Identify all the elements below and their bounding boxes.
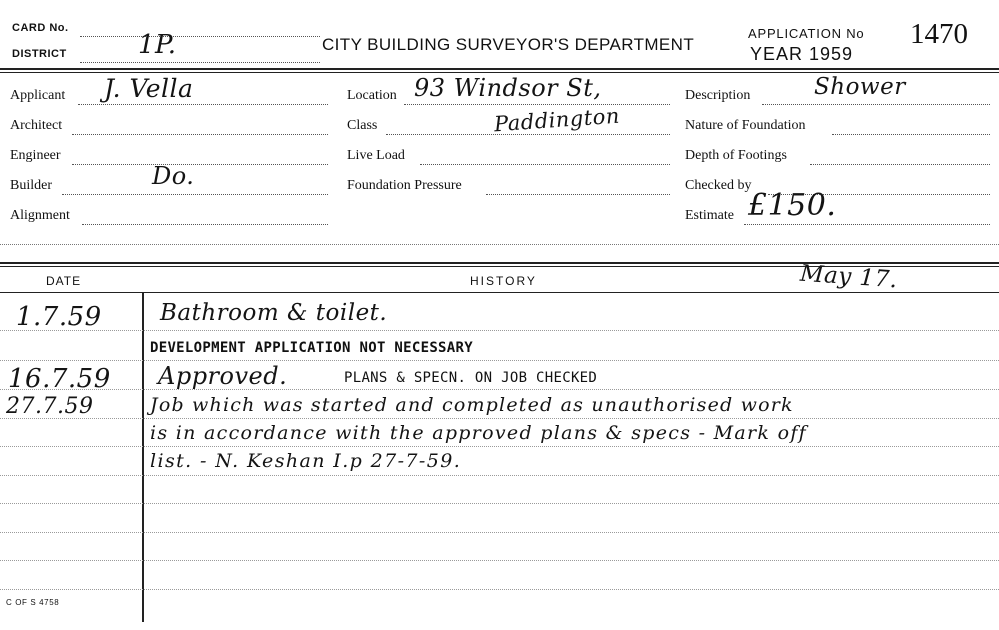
fields-bottom-line xyxy=(0,244,999,245)
description-value: Shower xyxy=(814,74,906,100)
applicant-line xyxy=(78,104,328,105)
history-line xyxy=(0,360,999,361)
history-text: Job which was started and completed as unauthorised work xyxy=(150,394,794,416)
year-label: YEAR 1959 xyxy=(750,44,854,64)
application-number: 1470 xyxy=(910,18,968,50)
application-no-label: APPLICATION No xyxy=(748,26,865,41)
history-date: 16.7.59 xyxy=(8,364,111,394)
history-text: Approved. xyxy=(158,362,288,390)
builder-line xyxy=(62,194,328,195)
history-line xyxy=(0,389,999,390)
history-line xyxy=(0,589,999,590)
location-label: Location xyxy=(347,88,397,103)
architect-line xyxy=(72,134,328,135)
alignment-line xyxy=(82,224,328,225)
history-date: 1.7.59 xyxy=(16,302,102,332)
builder-label: Builder xyxy=(10,178,52,193)
nature-of-foundation-label: Nature of Foundation xyxy=(685,118,806,133)
class-label: Class xyxy=(347,118,378,133)
estimate-value: £150. xyxy=(748,188,837,223)
class-value: Paddington xyxy=(493,103,621,137)
checked-by-label: Checked by xyxy=(685,178,752,193)
history-header-rule xyxy=(0,292,999,293)
district-label: DISTRICT xyxy=(12,48,67,60)
corner-note: May 17. xyxy=(799,260,899,294)
history-date: 27.7.59 xyxy=(6,394,94,419)
applicant-value: J. Vella xyxy=(104,74,194,103)
card-no-line xyxy=(80,36,320,37)
nature-of-foundation-line xyxy=(832,134,990,135)
header-rule xyxy=(0,68,999,70)
development-stamp: DEVELOPMENT APPLICATION NOT NECESSARY xyxy=(150,340,473,356)
estimate-line xyxy=(744,224,990,225)
foundation-pressure-line xyxy=(486,194,670,195)
location-line xyxy=(404,104,670,105)
history-text: Bathroom & toilet. xyxy=(160,300,388,326)
builder-value: Do. xyxy=(152,162,195,190)
estimate-label: Estimate xyxy=(685,208,734,223)
history-line xyxy=(0,532,999,533)
description-line xyxy=(762,104,990,105)
description-label: Description xyxy=(685,88,751,103)
history-line xyxy=(0,475,999,476)
history-column-header: HISTORY xyxy=(470,274,537,288)
depth-of-footings-line xyxy=(810,164,990,165)
alignment-label: Alignment xyxy=(10,208,70,223)
form-code: C OF S 4758 xyxy=(6,598,60,607)
department-title: CITY BUILDING SURVEYOR'S DEPARTMENT xyxy=(322,35,695,54)
history-line xyxy=(0,503,999,504)
history-text: list. - N. Keshan I.p 27-7-59. xyxy=(150,450,462,472)
history-line xyxy=(0,446,999,447)
date-column-header: DATE xyxy=(46,274,82,288)
live-load-line xyxy=(420,164,670,165)
history-text: is in accordance with the approved plans & specs - Mark off xyxy=(150,422,807,444)
location-value: 93 Windsor St, xyxy=(414,74,602,102)
live-load-label: Live Load xyxy=(347,148,405,163)
date-column-divider xyxy=(142,292,144,622)
engineer-label: Engineer xyxy=(10,148,61,163)
depth-of-footings-label: Depth of Footings xyxy=(685,148,787,163)
history-line xyxy=(0,418,999,419)
district-value: 1P. xyxy=(138,30,177,60)
architect-label: Architect xyxy=(10,118,63,133)
class-line xyxy=(386,134,670,135)
header-rule-thin xyxy=(0,72,999,73)
card-no-label: CARD No. xyxy=(12,22,69,34)
district-line xyxy=(80,62,320,63)
plans-checked-stamp: PLANS & SPECN. ON JOB CHECKED xyxy=(344,370,598,386)
history-line xyxy=(0,330,999,331)
engineer-line xyxy=(72,164,328,165)
history-line xyxy=(0,560,999,561)
applicant-label: Applicant xyxy=(10,88,66,103)
foundation-pressure-label: Foundation Pressure xyxy=(347,178,462,193)
